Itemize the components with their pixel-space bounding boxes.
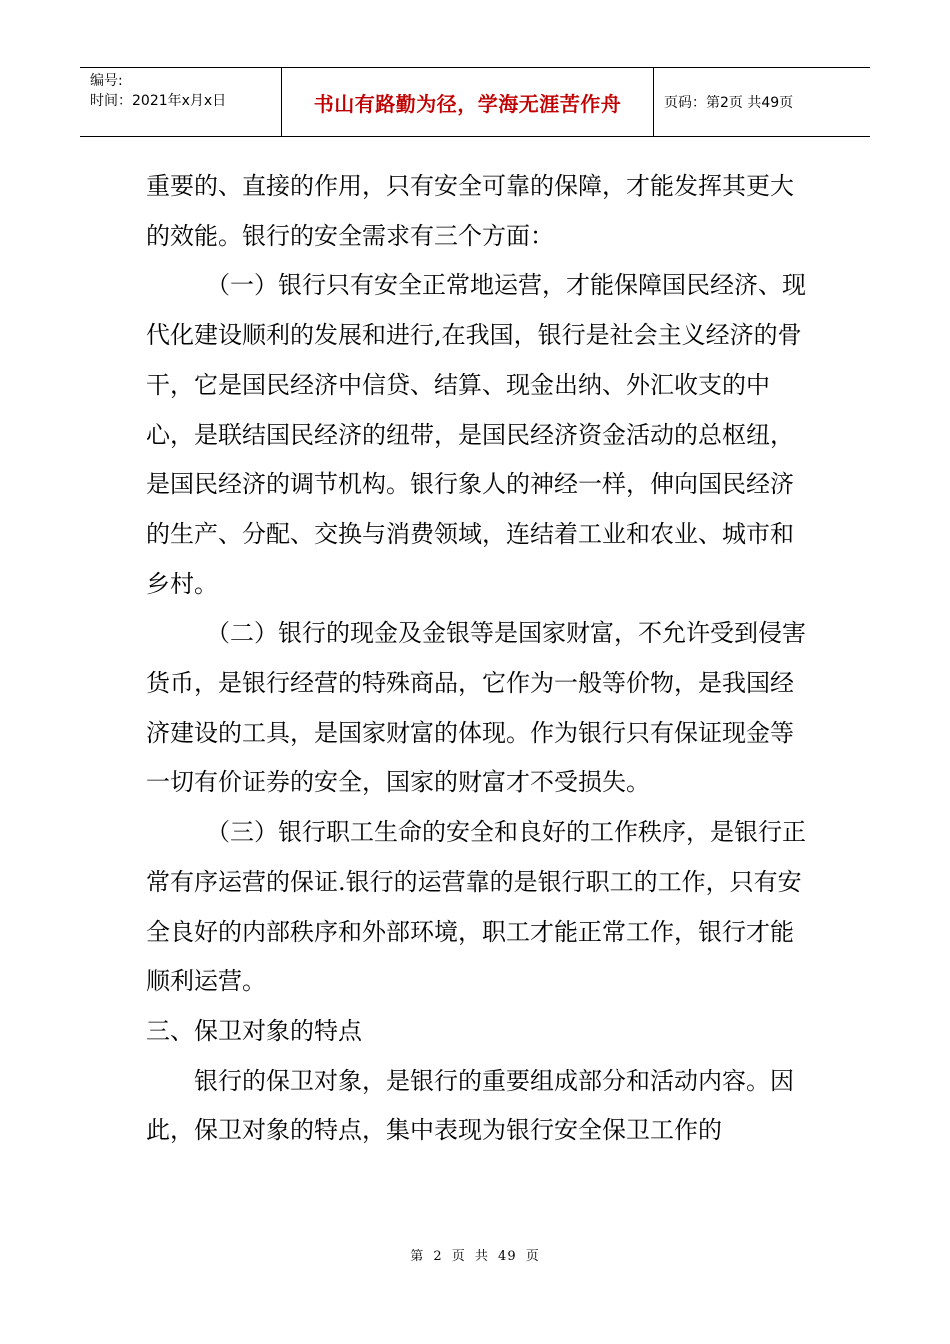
body-paragraph: （三）银行职工生命的安全和良好的工作秩序，是银行正常有序运营的保证.银行的运营靠的是银行职工的工作，只有安全良好的内部秩序和外部环境，职工才能正常工作，银行才能顺利运营。 (146, 818, 806, 996)
header-motto-cell (282, 68, 654, 136)
body-paragraph: 银行的保卫对象，是银行的重要组成部分和活动内容。因此，保卫对象的特点，集中表现为银行安全保卫工作的 (146, 1066, 794, 1145)
header-page-info-cell (654, 68, 870, 136)
header-page-info: 页码：第2页 共49页 (664, 95, 794, 111)
body-paragraph: （二）银行的现金及金银等是国家财富，不允许受到侵害货币，是银行经营的特殊商品，它作为一般等价物，是我国经济建设的工具，是国家财富的体现。作为银行只有保证现金等一切有价证券的安全，国家的财富才不受损失。 (146, 619, 806, 797)
page-footer: 第 2 页 共 49 页 (410, 1249, 540, 1264)
section-heading: 三、保卫对象的特点 (146, 1016, 362, 1045)
body-paragraph: 重要的、直接的作用，只有安全可靠的保障，才能发挥其更大的效能。银行的安全需求有三个方面： (146, 172, 794, 250)
body-paragraph: （一）银行只有安全正常地运营，才能保障国民经济、现代化建设顺利的发展和进行,在我国，银行是社会主义经济的骨干，它是国民经济中信贷、结算、现金出纳、外汇收支的中心，是联结国民经济的纽带，是国民经济资金活动的总枢纽，是国民经济的调节机构。银行象人的神经一样，伸向国民经济的生产、分配、交换与消费领域，连结着工业和农业、城市和乡村。 (146, 271, 806, 598)
document-number-label: 编号: (90, 73, 123, 89)
header-meta (80, 68, 282, 136)
document-body (146, 162, 811, 1156)
document-time: 时间：2021年x月x日 (90, 93, 227, 109)
header-motto: 书山有路勤为径，学海无涯苦作舟 (313, 91, 622, 116)
page-header (80, 67, 870, 137)
